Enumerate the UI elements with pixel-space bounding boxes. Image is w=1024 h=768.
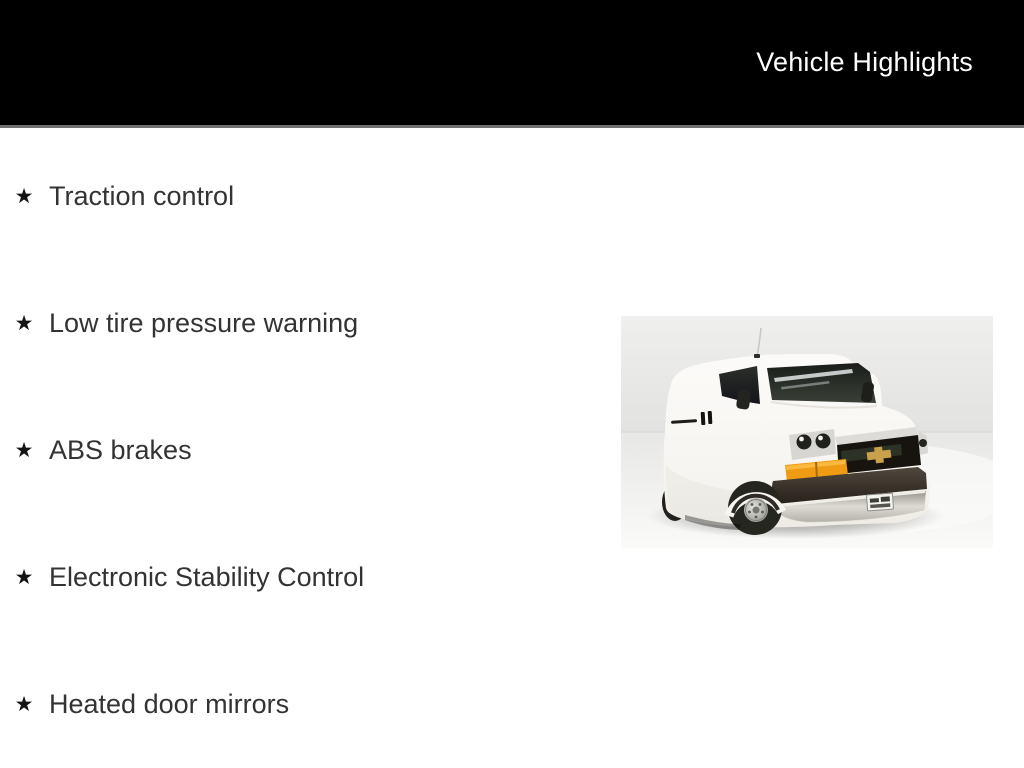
lug-nut <box>751 503 754 506</box>
star-bullet-icon: ★ <box>14 566 34 589</box>
highlight-item <box>13 260 364 387</box>
lug-nut <box>759 503 762 506</box>
headlight-lamp <box>816 434 831 449</box>
highlight-item <box>13 133 364 260</box>
hub-cap <box>753 507 760 514</box>
right-headlight-lamp <box>919 439 927 447</box>
headlight-lamp <box>797 435 812 450</box>
title-bar <box>0 0 1024 128</box>
star-bullet-icon: ★ <box>14 312 34 335</box>
highlight-label: Heated door mirrors <box>49 689 290 719</box>
highlight-label: Electronic Stability Control <box>49 562 365 592</box>
license-plate <box>866 493 893 511</box>
antenna-mount <box>754 354 760 358</box>
left-mirror <box>736 389 752 410</box>
highlight-label: Traction control <box>49 181 235 211</box>
highlights-list <box>0 131 364 768</box>
highlight-item <box>13 641 364 768</box>
lug-nut <box>755 516 758 519</box>
headlight-glint <box>818 436 823 441</box>
star-bullet-icon: ★ <box>14 439 34 462</box>
highlight-item <box>13 387 364 514</box>
door-handle-mark <box>708 411 713 424</box>
star-bullet-icon: ★ <box>14 185 34 208</box>
headlight-glint <box>799 437 804 442</box>
page-title: Vehicle Highlights <box>756 47 973 77</box>
lug-nut <box>748 511 751 514</box>
highlight-label: ABS brakes <box>49 435 192 465</box>
highlight-item <box>13 514 364 641</box>
vehicle-photo <box>621 316 993 548</box>
door-handle-mark <box>701 412 706 425</box>
highlight-label: Low tire pressure warning <box>49 308 359 338</box>
star-bullet-icon: ★ <box>14 693 34 716</box>
turn-signal-divider <box>816 462 817 478</box>
lug-nut <box>761 511 764 514</box>
